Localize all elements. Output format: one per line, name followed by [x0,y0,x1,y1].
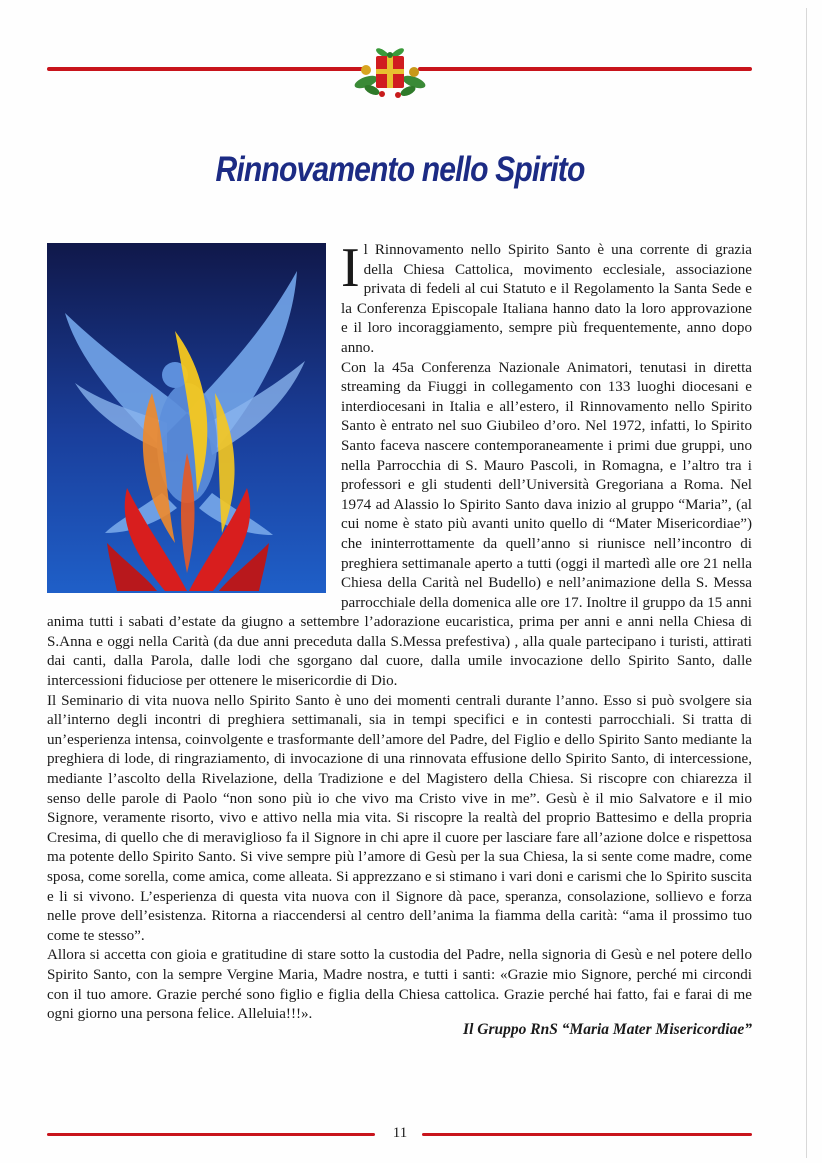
paragraph-3: Il Seminario di vita nuova nello Spirito Santo è uno dei momenti centrali durante l’anno. Esso si può svolgere sia all’interno degli incontri di preghiera settimanali, sia in tempi specifici e in contesti parrocchiali. Si tratta di un’esperienza intensa, coinvolgente e trasformante dell’amore del Padre, del Figlio e dello Spirito Santo mediante la preghiera di lode, di ringraziamento, di invocazione di una rinnovata effusione dello Spirito Santo, di intercessione, mediante l’ascolto della Rivelazione, della Tradizione e del Magistero della Chiesa. Si riscopre con chiarezza il senso delle parole di Paolo “non sono più io che vivo ma Cristo vive in me”. Gesù è il mio Salvatore e il mio Signore, veramente risorto, vivo e attivo nella mia vita. Si riscopre la realtà del proprio Battesimo e della propria Cresima, di quello che di meraviglioso fa il Signore in chi apre il cuore per lasciare fare all’azione dolce e rispettosa ma potente dello Spirito Santo. Si vive sempre più l’amore di Gesù per la sua Chiesa, la si sente come madre, come sposa, come sorella, come amica, come alleata. Si apprezzano e si stimano i vari doni e carismi che lo Spirito suscita e li si vivono. L’esperienza di questa vita nuova con il Signore dà pace, speranza, consolazione, sollievo e forza nelle prove dell’esistenza. Ritorna a riaccendersi al centro dell’anima la fiamma della carità: “ama il prossimo tuo come te stesso”. [47,692,752,944]
footer-rule-right [422,1133,752,1136]
drop-cap: I [341,237,360,299]
page-number: 11 [392,1125,408,1141]
article-body [47,237,752,1025]
paragraph-1: Il Rinnovamento nello Spirito Santo è una corrente di grazia della Chiesa Cattolica, movimento ecclesiale, associazione privata di fedeli al cui Statuto e il Regolamento la Santa Sede e la Conferenza Episcopale Italiana hanno dato la loro approvazione e il loro incoraggiamento, sempre più frequentemente, anno dopo anno. [341,237,752,356]
signature: Il Gruppo RnS “Maria Mater Misericordiae” [463,1021,752,1038]
christmas-gift-icon [352,36,428,100]
header-rule-left [47,67,365,71]
holy-spirit-dove-illustration [47,243,326,593]
page-edge-line [806,8,807,1158]
paragraph-2: Con la 45a Conferenza Nazionale Animatori, tenutasi in diretta streaming da Fiuggi in collegamento con 133 luoghi diocesani e interdiocesani in Italia e all’estero, il Rinnovamento nello Spirito Santo è entrato nel suo Giubileo d’oro. Nel 1972, infatti, lo Spirito Santo faceva nascere contemporaneamente i primi due gruppi, uno nella Parrocchia di S. Mauro Pascoli, in Romagna, e l’altro tra i professori e gli studenti dell’Università Gregoriana a Roma. Nel 1974 ad Alassio lo Spirito Santo dava inizio al gruppo “Maria”, (al cui nome è stato più avanti unito quello di “Mater Misericordiae”) che ininterrottamente da quell’anno si riunisce nell’incontro di preghiera settimanale aperto a tutti (oggi il martedì alle ore 21 nella Chiesa della Carità nel Budello) e nell’animazione della S. Messa parrocchiale della domenica alle ore 17. Inoltre il gruppo da 15 anni anima tutti i sabati d’estate da giugno a settembre l’adorazione eucaristica, prima per anni e anni nella Chiesa di S.Anna e oggi nella Carità (da due anni preceduta dalla S.Messa prefestiva) , alla quale partecipano i turisti, attirati dai canti, dalla Parola, dalle lodi che sgorgano dal cuore, dalla umile invocazione dello Spirito Santo, dalle intercessioni fiduciose per ottenere le misericordie di Dio. [47,359,752,690]
header-rule-right [418,67,752,71]
paragraph-4: Allora si accetta con gioia e gratitudine di stare sotto la custodia del Padre, nella signoria di Gesù e nel potere dello Spirito Santo, con la sempre Vergine Maria, Madre nostra, e tutti i santi: «Grazie mio Signore, perché mi circondi con il tuo amore. Grazie perché sono figlio e figlia della Chiesa cattolica. Grazie perché hai fatto, fai e farai di me ogni giorno una persona felice. Alleluia!!!». [47,947,752,1023]
page-title: Rinnovamento nello Spirito [215,150,585,189]
